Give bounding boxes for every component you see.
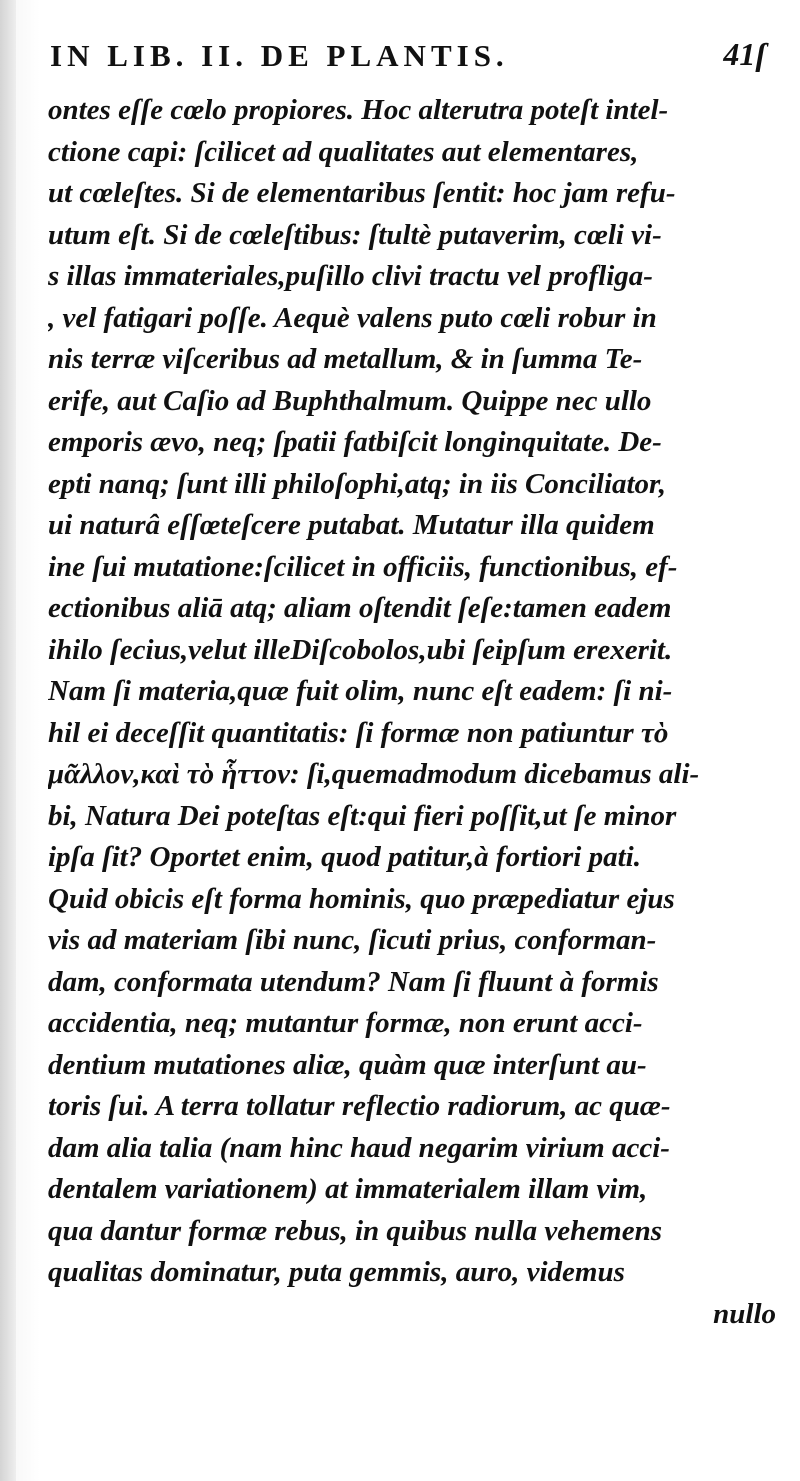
text-line: nis terræ viſceribus ad metallum, & in ſumma Te- — [48, 343, 643, 375]
page-number: 41ſ — [723, 36, 766, 72]
text-line: emporis ævo, neq; ſpatii fatbiſcit longinquitate. De- — [48, 426, 662, 458]
text-line: dentium mutationes aliæ, quàm quæ interſunt au- — [48, 1048, 647, 1081]
text-line: toris ſui. A terra tollatur reflectio radiorum, ac quæ- — [48, 1090, 671, 1122]
page-header — [40, 36, 780, 80]
text-line: accidentia, neq; mutantur formæ, non erunt acci- — [48, 1007, 643, 1039]
text-line: ihilo ſecius,velut illeDiſcobolos,ubi ſeipſum erexerit. — [48, 633, 673, 666]
text-line: , vel fatigari poſſe. Aequè valens puto cœli robur in — [48, 301, 657, 334]
text-line: dam alia talia (nam hinc haud negarim virium acci- — [48, 1131, 670, 1164]
text-line: dam, conformata utendum? Nam ſi fluunt à formis — [48, 965, 659, 998]
running-head: IN LIB. II. DE PLANTIS. — [50, 38, 509, 73]
text-line: ectionibus aliā atq; aliam oſtendit ſeſe:tamen eadem — [48, 592, 672, 624]
text-line: epti nanq; ſunt illi philoſophi,atq; in iis Conciliator, — [48, 467, 666, 500]
text-line: utum eſt. Si de cœleſtibus: ſtultè putaverim, cœli vi- — [48, 218, 662, 251]
text-line: ut cœleſtes. Si de elementaribus ſentit: hoc jam refu- — [48, 177, 676, 209]
text-line: ui naturâ eſſœteſcere putabat. Mutatur illa quidem — [48, 509, 655, 541]
text-line: qua dantur formæ rebus, in quibus nulla vehemens — [48, 1214, 662, 1247]
text-line: qualitas dominatur, puta gemmis, auro, videmus — [48, 1256, 625, 1288]
text-line: hil ei deceſſit quantitatis: ſi formæ non patiuntur τὸ — [48, 716, 669, 749]
page-gutter-shadow — [0, 0, 16, 1481]
text-line: bi, Natura Dei poteſtas eſt:qui fieri poſſit,ut ſe minor — [48, 799, 677, 832]
text-line: Nam ſi materia,quæ fuit olim, nunc eſt eadem: ſi ni- — [48, 675, 673, 707]
text-line: ine ſui mutatione:ſcilicet in officiis, functionibus, ef- — [48, 550, 678, 583]
text-line: Quid obicis eſt forma hominis, quo præpediatur ejus — [48, 882, 675, 915]
catchword: nullo — [713, 1297, 776, 1330]
text-line: dentalem variationem) at immaterialem illam vim, — [48, 1173, 648, 1205]
text-line: vis ad materiam ſibi nunc, ſicuti prius, conforman- — [48, 924, 657, 956]
body-text — [48, 90, 790, 1335]
text-line: μᾶλλον,καὶ τὸ ἧττον: ſi,quemadmodum dicebamus ali- — [48, 758, 700, 790]
text-line: ipſa ſit? Oportet enim, quod patitur,à fortiori pati. — [48, 841, 641, 873]
text-line: s illas immateriales,puſillo clivi tractu vel profliga- — [48, 260, 653, 292]
text-line: ontes eſſe cœlo propiores. Hoc alterutra poteſt intel- — [48, 94, 669, 126]
text-line: ctione capi: ſcilicet ad qualitates aut elementares, — [48, 135, 639, 168]
text-line: erife, aut Caſio ad Buphthalmum. Quippe nec ullo — [48, 384, 652, 417]
